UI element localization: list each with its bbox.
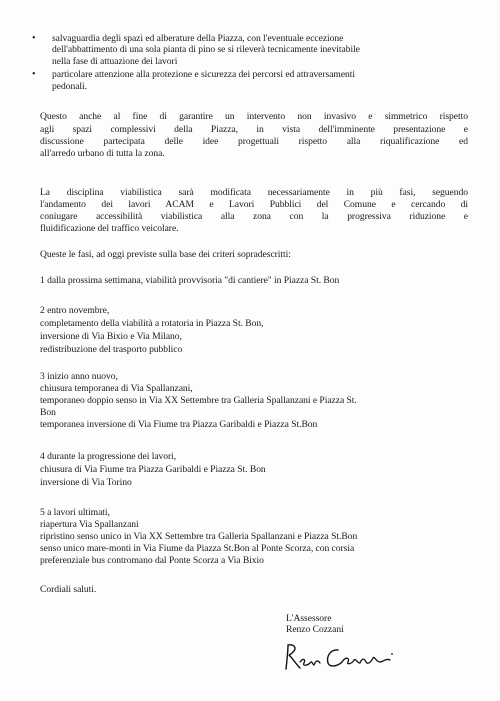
handwritten-signature — [276, 636, 406, 676]
phase-line: riapertura Via Spallanzani — [40, 519, 139, 530]
phase-line: 5 a lavori ultimati, — [40, 507, 110, 518]
phase-line: chiusura temporanea di Via Spallanzani, — [40, 383, 193, 394]
paragraph-line: discussione partecipata delle idee progettuali rispetto alla riqualificazione ed — [40, 136, 468, 147]
paragraph-line: all'arredo urbano di tutta la zona. — [40, 148, 165, 159]
phase-line: 1 dalla prossima settimana, viabilità provvisoria "di cantiere" in Piazza St. Bon — [40, 275, 340, 286]
bullet-line: salvaguardia degli spazi ed alberature della Piazza, con l'eventuale eccezione — [52, 33, 344, 44]
phase-line: inversione di Via Torino — [40, 477, 132, 488]
paragraph-line: coniugare accessibilità viabilistica alla zona con la progressiva riduzione e — [40, 211, 468, 222]
phase-line: 2 entro novembre, — [40, 305, 110, 316]
paragraph-line: La disciplina viabilistica sarà modificata necessariamente in più fasi, seguendo — [40, 187, 468, 198]
paragraph-line: agli spazi complessivi della Piazza, in vista dell'imminente presentazione e — [40, 124, 468, 135]
bullet-dot: • — [32, 33, 36, 44]
phase-line: 4 durante la progressione dei lavori, — [40, 451, 177, 462]
signatory-name: Renzo Cozzani — [286, 624, 344, 635]
phase-line: chiusura di Via Fiume tra Piazza Garibaldi e Piazza St. Bon — [40, 464, 266, 475]
phase-line: temporanea inversione di Via Fiume tra Piazza Garibaldi e Piazza St.Bon — [40, 419, 318, 430]
bullet-line: particolare attenzione alla protezione e sicurezza dei percorsi ed attraversamenti — [52, 69, 355, 80]
phase-line: temporaneo doppio senso in Via XX Settembre tra Galleria Spallanzani e Piazza St. — [40, 395, 357, 406]
phase-line: senso unico mare-monti in Via Fiume da Piazza St.Bon al Ponte Scorza, con corsia — [40, 543, 355, 554]
bullet-line: dell'abbattimento di una sola pianta di pino se si rileverà tecnicamente inevitabile — [52, 44, 360, 55]
paragraph-line: Questo anche al fine di garantire un intervento non invasivo e simmetrico rispetto — [40, 111, 468, 122]
phase-line: preferenziale bus contromano dal Ponte Scorza a Via Bixio — [40, 555, 264, 566]
paragraph-line: l'andamento dei lavori ACAM e Lavori Pubblici del Comune e cercando di — [40, 199, 468, 210]
phase-line: redistribuzione del trasporto pubblico — [40, 344, 183, 355]
bullet-dot: • — [32, 69, 36, 80]
paragraph-line: Queste le fasi, ad oggi previste sulla base dei criteri sopradescritti: — [40, 249, 291, 260]
phase-line: completamento della viabilità a rotatoria in Piazza St. Bon, — [40, 318, 264, 329]
signatory-title: L'Assessore — [286, 613, 332, 624]
paragraph-line: fluidificazione del traffico veicolare. — [40, 223, 179, 234]
bullet-line: pedonali. — [52, 81, 87, 92]
phase-line: Bon — [40, 407, 56, 418]
phase-line: 3 inizio anno nuovo, — [40, 371, 118, 382]
closing-greeting: Cordiali saluti. — [40, 584, 97, 595]
phase-line: ripristino senso unico in Via XX Settembre tra Galleria Spallanzani e Piazza St.Bon — [40, 531, 358, 542]
phase-line: inversione di Via Bixio e Via Milano, — [40, 331, 182, 342]
bullet-line: nella fase di attuazione dei lavori — [52, 56, 178, 67]
